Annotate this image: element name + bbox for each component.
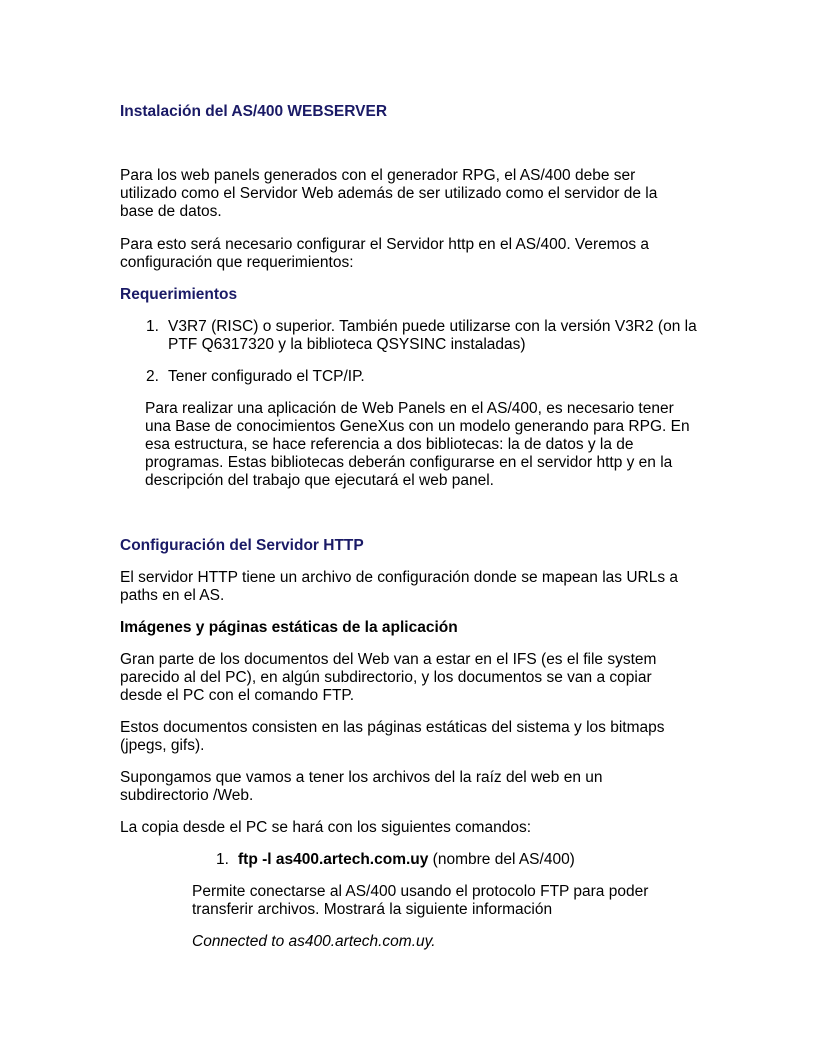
images-heading: Imágenes y páginas estáticas de la aplicación [120,619,458,636]
images-paragraph-3: Supongamos que vamos a tener los archivos del la raíz del web en un subdirectorio /Web. [120,769,603,804]
images-paragraph-2: Estos documentos consisten en las páginas estáticas del sistema y los bitmaps (jpegs, gifs). [120,719,665,754]
intro-paragraph-1: Para los web panels generados con el generador RPG, el AS/400 debe ser utilizado como el Servidor Web además de ser utilizado como el servidor de la base de datos. [120,167,658,220]
list-number: 1. [146,318,159,335]
intro-paragraph-2: Para esto será necesario configurar el Servidor http en el AS/400. Veremos a configuración que requerimientos: [120,236,650,271]
images-paragraph-1: Gran parte de los documentos del Web van a estar en el IFS (es el file system parecido al del PC), en algún subdirectorio, y los documentos se van a copiar desde el PC con el comando FTP. [120,651,657,704]
ftp-command-line [238,851,698,869]
list-text: V3R7 (RISC) o superior. También puede utilizarse con la versión V3R2 (on la PTF Q6317320 y la biblioteca QSYSINC instaladas) [168,318,697,353]
config-heading: Configuración del Servidor HTTP [120,537,364,554]
document-title: Instalación del AS/400 WEBSERVER [120,103,388,120]
ftp-output: Connected to as400.artech.com.uy. [192,933,436,950]
ftp-description: Permite conectarse al AS/400 usando el protocolo FTP para poder transferir archivos. Mostrará la siguiente información [192,883,649,918]
list-text: Tener configurado el TCP/IP. [168,368,365,385]
requirements-heading: Requerimientos [120,286,238,303]
list-number: 2. [146,368,159,385]
list-number: 1. [216,851,229,868]
images-paragraph-4: La copia desde el PC se hará con los siguientes comandos: [120,819,531,836]
ftp-command-note: (nombre del AS/400) [428,851,575,868]
requirements-note: Para realizar una aplicación de Web Panels en el AS/400, es necesario tener una Base de conocimientos GeneXus con un modelo generando para RPG. En esa estructura, se hace referencia a dos bibliotecas: la de datos y la de programas. Estas bibliotecas deberán configurarse en el servidor http y en la descripción del trabajo que ejecutará el web panel. [145,400,690,489]
ftp-command: ftp -l as400.artech.com.uy [238,851,429,868]
config-paragraph-1: El servidor HTTP tiene un archivo de configuración donde se mapean las URLs a paths en el AS. [120,569,679,604]
